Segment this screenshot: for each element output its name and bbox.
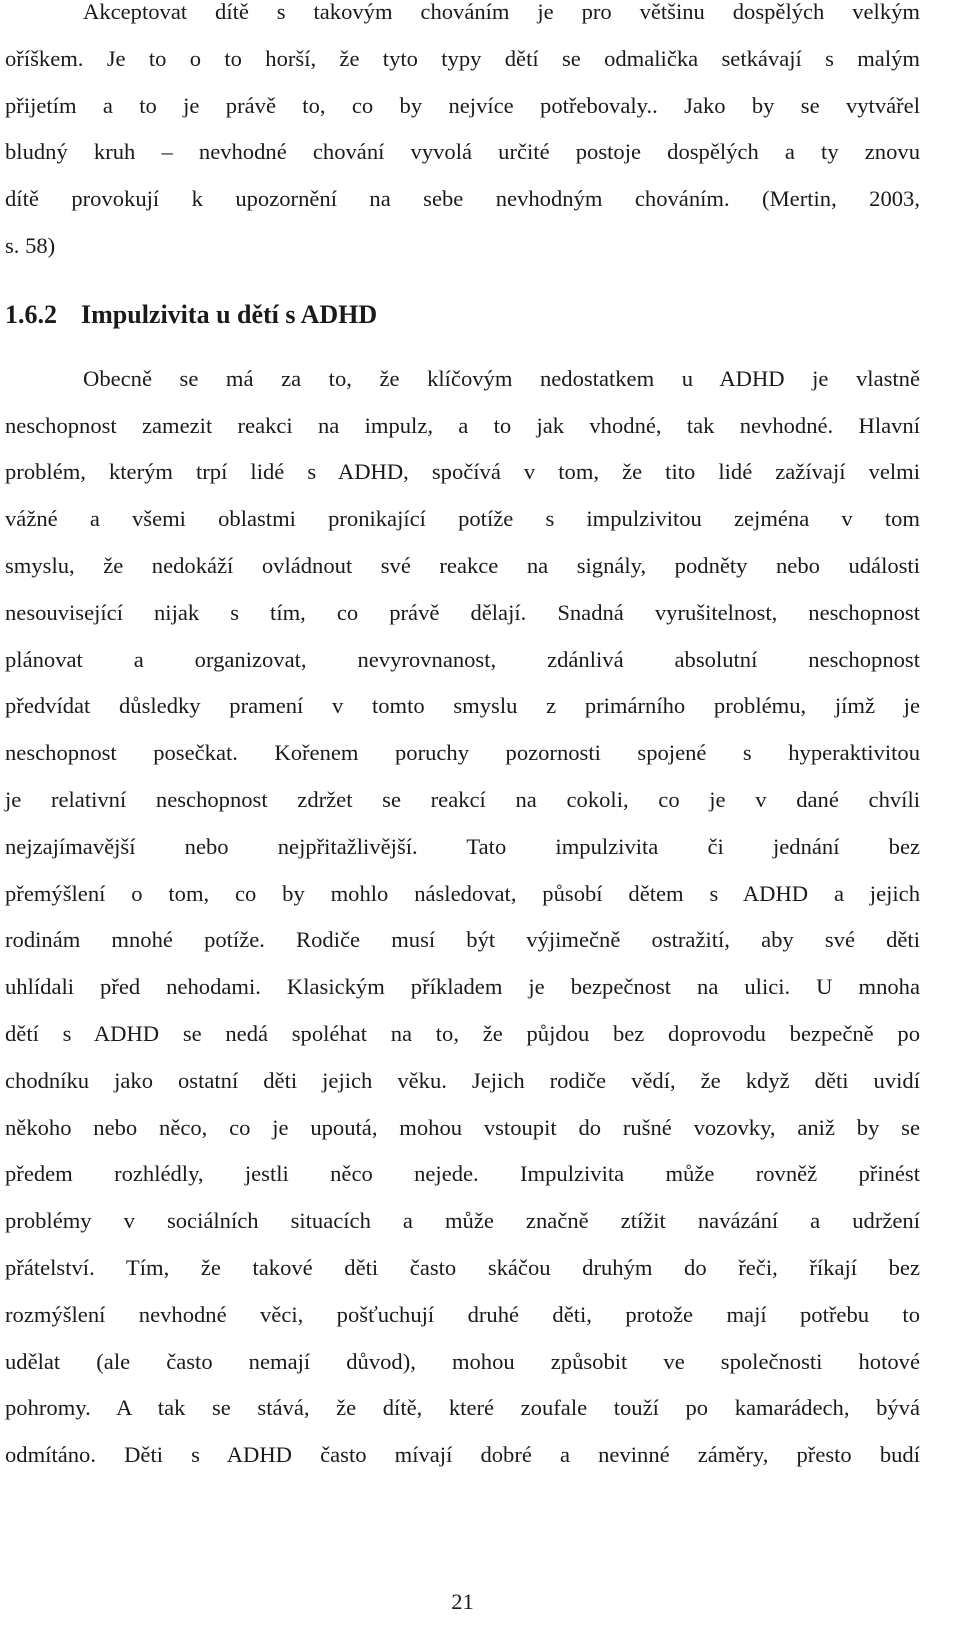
text-line: přemýšlení o tom, co by mohlo následovat, působí dětem s ADHD a jejich [5, 880, 920, 906]
paragraph-continued [5, 0, 920, 270]
text-line: problémy v sociálních situacích a může značně ztížit navázání a udržení [5, 1208, 920, 1234]
text-line: s. 58) [5, 232, 56, 258]
text-line: nesouvisející nijak s tím, co právě dělají. Snadná vyrušitelnost, neschopnost [5, 599, 920, 625]
text-line: bludný kruh – nevhodné chování vyvolá určité postoje dospělých a ty znovu [5, 139, 920, 165]
paragraph-main [5, 356, 920, 1479]
text-line: Akceptovat dítě s takovým chováním je pro většinu dospělých velkým [83, 0, 920, 24]
text-line: oříškem. Je to o to horší, že tyto typy dětí se odmalička setkávají s malým [5, 45, 920, 71]
text-line: smyslu, že nedokáží ovládnout své reakce na signály, podněty nebo události [5, 552, 920, 578]
text-line: problém, kterým trpí lidé s ADHD, spočívá v tom, že tito lidé zažívají velmi [5, 459, 920, 485]
text-line: udělat (ale často nemají důvod), mohou způsobit ve společnosti hotové [5, 1348, 920, 1374]
text-line: dítě provokují k upozornění na sebe nevhodným chováním. (Mertin, 2003, [5, 186, 920, 212]
text-line: rodinám mnohé potíže. Rodiče musí být výjimečně ostražití, aby své děti [5, 927, 920, 953]
page-number [0, 1587, 920, 1617]
text-line: rozmýšlení nevhodné věci, pošťuchují druhé děti, protože mají potřebu to [5, 1301, 920, 1327]
text-line: plánovat a organizovat, nevyrovnanost, zdánlivá absolutní neschopnost [5, 646, 920, 672]
text-line: odmítáno. Děti s ADHD často mívají dobré a nevinné záměry, přesto budí [5, 1442, 920, 1468]
text-line: je relativní neschopnost zdržet se reakcí na cokoli, co je v dané chvíli [5, 786, 920, 812]
text-line: neschopnost posečkat. Kořenem poruchy pozornosti spojené s hyperaktivitou [5, 740, 920, 766]
text-line: Obecně se má za to, že klíčovým nedostatkem u ADHD je vlastně [83, 365, 920, 391]
text-line: dětí s ADHD se nedá spoléhat na to, že půjdou bez doprovodu bezpečně po [5, 1020, 920, 1046]
text-line: předem rozhlédly, jestli něco nejede. Impulzivita může rovněž přinést [5, 1161, 920, 1187]
text-line: předvídat důsledky pramení v tomto smyslu z primárního problému, jímž je [5, 693, 920, 719]
section-number: 1.6.2 [5, 299, 57, 329]
text-line: chodníku jako ostatní děti jejich věku. Jejich rodiče vědí, že když děti uvidí [5, 1067, 920, 1093]
text-line: nejzajímavější nebo nejpřitažlivější. Tato impulzivita či jednání bez [5, 833, 920, 859]
text-line: uhlídali před nehodami. Klasickým příkladem je bezpečnost na ulici. U mnoha [5, 974, 920, 1000]
section-heading [5, 292, 920, 338]
text-line: neschopnost zamezit reakci na impulz, a to jak vhodné, tak nevhodné. Hlavní [5, 412, 920, 438]
text-line: přátelství. Tím, že takové děti často skáčou druhým do řeči, říkají bez [5, 1254, 920, 1280]
section-title: Impulzivita u dětí s ADHD [81, 299, 378, 329]
text-line: pohromy. A tak se stává, že dítě, které zoufale touží po kamarádech, bývá [5, 1395, 920, 1421]
text-line: vážné a všemi oblastmi pronikající potíže s impulzivitou zejména v tom [5, 506, 920, 532]
page-number-text: 21 [451, 1589, 474, 1614]
document-page [5, 0, 920, 1479]
text-line: přijetím a to je právě to, co by nejvíce potřebovaly.. Jako by se vytvářel [5, 92, 920, 118]
text-line: někoho nebo něco, co je upoutá, mohou vstoupit do rušné vozovky, aniž by se [5, 1114, 920, 1140]
